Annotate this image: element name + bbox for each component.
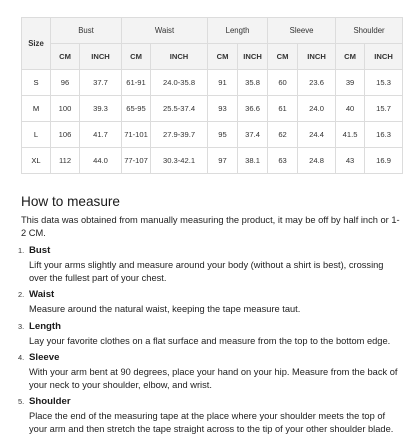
step-term: Shoulder: [29, 396, 71, 407]
list-item: [18, 395, 402, 435]
table-cell: 41.7: [80, 122, 122, 148]
table-cell: 24.8: [298, 148, 336, 174]
table-cell: 40: [336, 96, 365, 122]
bust-header: Bust: [51, 18, 122, 44]
step-term: Length: [29, 320, 61, 332]
unit-header: INCH: [238, 44, 268, 70]
size-label: XL: [22, 148, 51, 174]
step-description: Lift your arms slightly and measure around your body (without a shirt is best), crossing over the fullest part of your chest.: [29, 260, 384, 283]
table-cell: 36.6: [238, 96, 268, 122]
step-term: Bust: [29, 245, 51, 256]
table-cell: 61: [268, 96, 298, 122]
table-cell: 41.5: [336, 122, 365, 148]
step-number: 4.: [18, 353, 25, 362]
table-cell: 23.6: [298, 70, 336, 96]
table-cell: 100: [51, 96, 80, 122]
step-number: 3.: [18, 321, 25, 331]
table-header-row: [22, 18, 403, 44]
size-label: S: [22, 70, 51, 96]
table-cell: 16.3: [365, 122, 403, 148]
unit-header: CM: [268, 44, 298, 70]
table-cell: 63: [268, 148, 298, 174]
size-chart-table: [21, 17, 403, 174]
table-row: [22, 148, 403, 174]
step-number: 1.: [18, 246, 25, 255]
table-cell: 71-101: [122, 122, 151, 148]
length-header: Length: [208, 18, 268, 44]
unit-header: CM: [336, 44, 365, 70]
step-description: Measure around the natural waist, keeping the tape measure taut.: [29, 304, 301, 314]
table-cell: 43: [336, 148, 365, 174]
table-cell: 112: [51, 148, 80, 174]
step-description: With your arm bent at 90 degrees, place your hand on your hip. Measure from the back of your neck to your shoulder, elbow, and wrist.: [29, 367, 398, 390]
size-header: Size: [22, 18, 51, 70]
table-cell: 96: [51, 70, 80, 96]
unit-header: CM: [122, 44, 151, 70]
table-cell: 60: [268, 70, 298, 96]
measure-steps-list: [18, 244, 402, 435]
table-cell: 106: [51, 122, 80, 148]
table-cell: 39.3: [80, 96, 122, 122]
size-label: M: [22, 96, 51, 122]
table-cell: 77-107: [122, 148, 151, 174]
step-description: Place the end of the measuring tape at the place where your shoulder meets the top of your arm and then stretch the tape straight across to the tip of your other shoulder blade.: [29, 411, 394, 434]
step-number: 2.: [18, 290, 25, 299]
table-cell: 24.0-35.8: [151, 70, 208, 96]
table-cell: 91: [208, 70, 238, 96]
list-item: [18, 244, 402, 284]
table-cell: 37.7: [80, 70, 122, 96]
list-item: [18, 288, 402, 316]
table-unit-row: [22, 44, 403, 70]
table-row: [22, 96, 403, 122]
table-cell: 39: [336, 70, 365, 96]
shoulder-header: Shoulder: [336, 18, 403, 44]
table-cell: 16.9: [365, 148, 403, 174]
table-cell: 15.7: [365, 96, 403, 122]
size-label: L: [22, 122, 51, 148]
intro-text: This data was obtained from manually measuring the product, it may be off by half inch or 1-2 CM.: [21, 215, 400, 238]
unit-header: INCH: [80, 44, 122, 70]
unit-header: CM: [51, 44, 80, 70]
unit-header: INCH: [298, 44, 336, 70]
step-description: Lay your favorite clothes on a flat surface and measure from the top to the bottom edge.: [29, 335, 391, 346]
list-item: [18, 351, 402, 391]
table-cell: 95: [208, 122, 238, 148]
list-item: [18, 320, 402, 348]
sleeve-header: Sleeve: [268, 18, 336, 44]
step-term: Sleeve: [29, 352, 60, 363]
waist-header: Waist: [122, 18, 208, 44]
table-row: [22, 122, 403, 148]
table-cell: 44.0: [80, 148, 122, 174]
table-cell: 93: [208, 96, 238, 122]
unit-header: INCH: [365, 44, 403, 70]
table-cell: 62: [268, 122, 298, 148]
table-cell: 24.4: [298, 122, 336, 148]
table-cell: 65-95: [122, 96, 151, 122]
how-to-measure-title: How to measure: [21, 194, 120, 209]
table-row: [22, 70, 403, 96]
table-cell: 97: [208, 148, 238, 174]
step-number: 5.: [18, 397, 25, 406]
table-cell: 25.5-37.4: [151, 96, 208, 122]
table-cell: 24.0: [298, 96, 336, 122]
table-cell: 61-91: [122, 70, 151, 96]
table-cell: 27.9-39.7: [151, 122, 208, 148]
table-cell: 30.3-42.1: [151, 148, 208, 174]
table-cell: 37.4: [238, 122, 268, 148]
unit-header: CM: [208, 44, 238, 70]
table-cell: 15.3: [365, 70, 403, 96]
table-cell: 38.1: [238, 148, 268, 174]
step-term: Waist: [29, 289, 55, 300]
unit-header: INCH: [151, 44, 208, 70]
table-cell: 35.8: [238, 70, 268, 96]
